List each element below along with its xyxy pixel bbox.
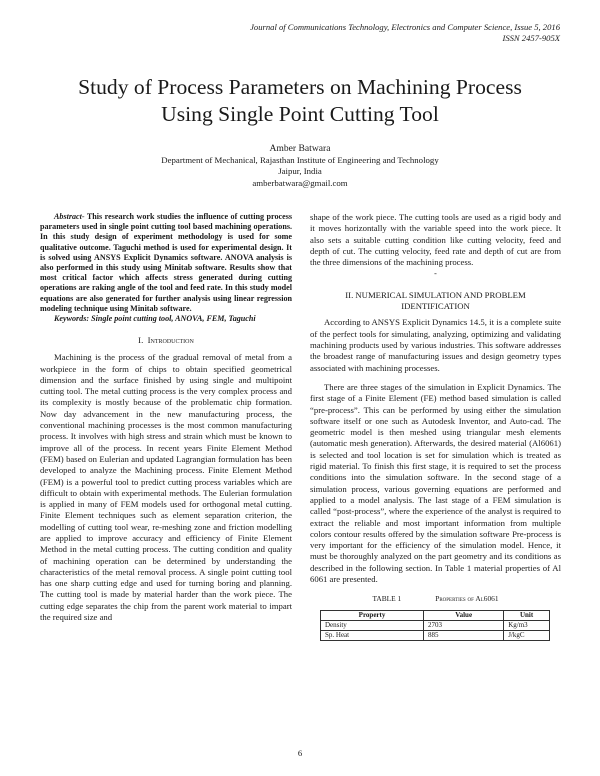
table-header-unit: Unit xyxy=(504,610,550,620)
stray-mark: - xyxy=(434,269,437,279)
journal-citation: Journal of Communications Technology, Electronics and Computer Science, Issue 5, 2016 xyxy=(250,22,560,32)
intro-paragraph-continued: shape of the work piece. The cutting tools are used as a rigid body and it moves horizontally with the variable speed into the work piece. It also sets a suitable cutting condition like cutting velocity, feed and depth of cut. The cutting velocity, feed rate and depth of cut are from the three dimensions of the machining process. xyxy=(310,212,561,268)
table-1-caption xyxy=(310,593,561,604)
keywords: Keywords: Single point cutting tool, ANOVA, FEM, Taguchi xyxy=(54,314,256,324)
table-cell: 885 xyxy=(424,630,504,640)
table-header-row xyxy=(321,610,550,620)
abstract-label: Abstract- xyxy=(54,212,85,221)
table-cell: Density xyxy=(321,620,424,630)
section-2-heading xyxy=(310,290,561,312)
properties-table xyxy=(320,610,550,641)
table-cell: J/kgC xyxy=(504,630,550,640)
table-row xyxy=(321,630,550,640)
table-header-value: Value xyxy=(424,610,504,620)
left-column xyxy=(40,212,292,623)
simulation-paragraph-2: There are three stages of the simulation in Explicit Dynamics. The first stage of a Finite Element (FE) method based simulation is called “pre-process”. This can be performed by using either the simulation software itself or one such as Autodesk Inventor, and Auto-cad. The geometric model is then meshed using triangular mesh elements (automatic mesh generation). Afterwards, the desired material (Al6061) is selected and tool location is set for simulation which is treated as rigid material. To finish this first stage, it is required to set the process conditions into the simulation software. In the second stage of a simulation process, various governing equations are performed and applied to a model analysis. The last stage of a FEM simulation is called “post-process”, where the experience of the analyst is required to extract the reliable and most important information from multiple colors contour results offered by the simulation software Pre-process is very important for the efficiency of the simulation model. Hence, it must be thoroughly analyzed on the part geometry and its conditions as described in the following section. In Table 1 material properties of Al 6061 are presented. xyxy=(310,381,561,585)
abstract-text: This research work studies the influence of cutting process parameters used in single point cutting tool based machining operations. In this study design of experiment methodology is used for some qualitative outcome. Taguchi method is used for experimental design. It is solved using ANSYS Explicit Dynamics software. ANOVA analysis is also performed in this study using Minitab software. Results show that most critical factor which affects stress generated during cutting operations are raking angle of the tool and feed rate. In this study model equations are also generated for further analysis using linear regression modeling technique using Minitab software. xyxy=(40,212,292,313)
table-header-property: Property xyxy=(321,610,424,620)
author-email: amberbatwara@gmail.com xyxy=(252,177,348,188)
section-1-number: I. xyxy=(138,335,144,346)
section-2-heading-line-1: II. NUMERICAL SIMULATION AND PROBLEM xyxy=(345,290,526,301)
title-line-2: Using Single Point Cutting Tool xyxy=(161,102,439,126)
section-1-heading xyxy=(40,335,292,346)
table-1-title: Properties of Al6061 xyxy=(435,594,499,604)
author-name: Amber Batwara xyxy=(269,143,331,154)
journal-header xyxy=(250,22,560,44)
journal-issn: ISSN 2457-905X xyxy=(502,33,560,43)
table-cell: Kg/m3 xyxy=(504,620,550,630)
page-number: 6 xyxy=(297,748,303,758)
simulation-paragraph-1: According to ANSYS Explicit Dynamics 14.5, it is a complete suite of the perfect tools for simulating, analyzing, optimizing and validating machining products used by various industries. This software addresses the broadest range of manufacturing issues and design geometry types associated with machining processes. xyxy=(310,317,561,373)
table-row xyxy=(321,620,550,630)
abstract xyxy=(40,212,292,314)
right-column xyxy=(310,212,561,641)
intro-paragraph: Machining is the process of the gradual removal of metal from a workpiece in the form of chips to obtain specified geometrical dimension and the surface finished by using single and multipoint cutting tool. The metal cutting process is the very complex process and its complexity is mostly because of the problematic chip formation. Now day advancement in the new manufacturing process, the conventional machining processes is the most common manufacturing process. It involves with high stress and strain which must be known to improve all of the process. In recent years Finite Element Method (FEM) based on Eulerian and updated Lagrangian formulation has been developed to analyze the Machining process. Finite Element Method (FEM) is a powerful tool to predict cutting process variables which are difficult to obtain with experimental methods. The Eulerian formulation is applied in many of FEM models used for orthogonal metal cutting. Finite Element techniques such as element separation criterion, the modelling of cutting tool wear, re-meshing zone and friction modelling are applied to improve accuracy and efficiency of Finite Element Method in the metal cutting process. The cutting condition and quality of machining operation can be determined by understanding the characteristics of the metal removal process. A single point cutting tool has one sharp cutting edge and used for turning boring and planning. The cutting tool is made by material harder than the work piece. The cutting edge separates the chip from the parent work material to impart the required size and xyxy=(40,352,292,623)
author-affiliation: Department of Mechanical, Rajasthan Institute of Engineering and Technology xyxy=(161,155,439,166)
paper-title xyxy=(40,74,560,128)
section-1-title: Introduction xyxy=(147,335,194,346)
author-location: Jaipur, India xyxy=(278,166,322,177)
section-2-heading-line-2: IDENTIFICATION xyxy=(401,301,470,312)
title-line-1: Study of Process Parameters on Machining Process xyxy=(78,75,522,99)
author-block xyxy=(40,143,560,189)
table-cell: 2703 xyxy=(424,620,504,630)
table-1-label: TABLE 1 xyxy=(372,594,402,604)
table-cell: Sp. Heat xyxy=(321,630,424,640)
